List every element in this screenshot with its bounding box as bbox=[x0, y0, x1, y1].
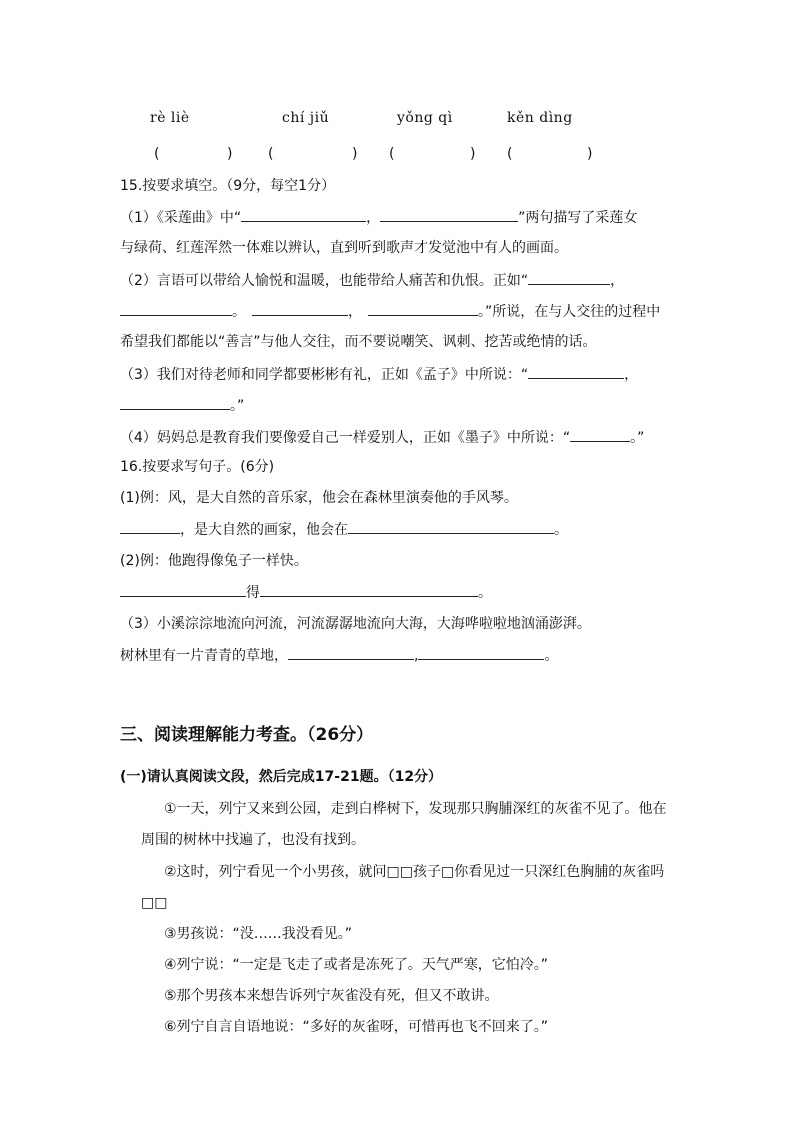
answer-blank[interactable] bbox=[120, 519, 180, 534]
section-3-heading: 三、阅读理解能力考查。（26分） bbox=[120, 725, 374, 745]
q16-example-2: (2)例：他跑得像兔子一样快。 bbox=[120, 553, 308, 569]
q15-item-4 bbox=[120, 427, 644, 448]
answer-blank[interactable] bbox=[380, 207, 518, 222]
q15-item-1-line-1 bbox=[120, 207, 637, 228]
pinyin-4: kěn dìng bbox=[507, 110, 573, 126]
q15-2-text-a: （2）言语可以带给人愉悦和温暖，也能带给人痛苦和仇恨。正如“ bbox=[120, 273, 529, 289]
q16-example-1: (1)例：风，是大自然的音乐家，他会在森林里演奏他的手风琴。 bbox=[120, 490, 518, 506]
paren-open-4: ( bbox=[507, 146, 513, 162]
q15-2-text-b: ， bbox=[610, 273, 625, 289]
paren-close-4: ) bbox=[587, 146, 593, 162]
passage-para-6: ⑥列宁自言自语地说：“多好的灰雀呀，可惜再也飞不回来了。” bbox=[164, 1019, 549, 1035]
passage-para-2-line-1: ②这时，列宁看见一个小男孩，就问□□孩子□你看见过一只深红色胸脯的灰雀吗 bbox=[164, 864, 665, 880]
q15-title: 15.按要求填空。（9分，每空1分） bbox=[120, 178, 336, 194]
answer-blank[interactable] bbox=[288, 645, 414, 660]
q15-item-3-line-1 bbox=[120, 364, 638, 385]
q15-3-text-c: 。” bbox=[230, 398, 245, 414]
passage-para-3: ③男孩说：“没……我没看见。” bbox=[164, 926, 353, 942]
passage-para-1-line-2: 周围的树林中找遍了，也没有找到。 bbox=[141, 832, 365, 848]
answer-blank[interactable] bbox=[252, 301, 348, 316]
passage-para-5: ⑤那个男孩本来想告诉列宁灰雀没有死，但又不敢讲。 bbox=[164, 988, 499, 1004]
pinyin-3: yǒng qì bbox=[397, 110, 453, 126]
q16-answer-3 bbox=[120, 645, 558, 666]
answer-blank[interactable] bbox=[528, 364, 624, 379]
answer-blank[interactable] bbox=[241, 207, 366, 222]
q16-answer-2 bbox=[120, 582, 492, 603]
paren-close-3: ) bbox=[470, 146, 476, 162]
answer-blank[interactable] bbox=[260, 582, 478, 597]
section-3-subheading: (一)请认真阅读文段，然后完成17-21题。（12分） bbox=[120, 769, 443, 785]
q16-2-text-a: 得 bbox=[246, 585, 260, 601]
answer-blank[interactable] bbox=[368, 301, 478, 316]
pinyin-1: rè liè bbox=[150, 110, 190, 126]
q15-2-text-e: 。”所说，在与人交往的过程中 bbox=[478, 304, 661, 320]
answer-blank[interactable] bbox=[348, 519, 554, 534]
answer-blank[interactable] bbox=[120, 301, 232, 316]
q15-1-text-b: ， bbox=[366, 210, 381, 226]
passage-para-4: ④列宁说：“一定是飞走了或者是冻死了。天气严寒，它怕冷。” bbox=[164, 957, 549, 973]
q16-3-text-c: 。 bbox=[544, 648, 559, 664]
q15-2-text-c: 。 bbox=[232, 304, 246, 320]
q15-item-2-line-1 bbox=[120, 270, 624, 291]
answer-blank[interactable] bbox=[418, 645, 544, 660]
answer-blank[interactable] bbox=[120, 395, 230, 410]
paren-open-3: ( bbox=[389, 146, 395, 162]
answer-blank[interactable] bbox=[528, 270, 610, 285]
q15-item-2-line-3: 希望我们都能以“善言”与他人交往，而不要说嘲笑、讽刺、挖苦或绝情的话。 bbox=[120, 334, 597, 350]
q15-item-3-line-2 bbox=[120, 395, 244, 416]
q15-3-text-a: （3）我们对待老师和同学都要彬彬有礼，正如《孟子》中所说：“ bbox=[120, 367, 529, 383]
q15-item-1-line-2: 与绿荷、红莲浑然一体难以辨认，直到听到歌声才发觉池中有人的画面。 bbox=[120, 240, 568, 256]
passage-para-2-line-2: □□ bbox=[141, 895, 168, 911]
q15-1-text-a: （1）《采莲曲》中“ bbox=[120, 210, 242, 226]
pinyin-2: chí jiǔ bbox=[282, 110, 330, 126]
q15-4-text-b: 。” bbox=[630, 430, 645, 446]
q16-title: 16.按要求写句子。(6分) bbox=[120, 459, 275, 475]
q16-answer-1 bbox=[120, 519, 568, 540]
q16-example-3: （3）小溪淙淙地流向河流，河流潺潺地流向大海，大海哗啦啦地汹涌澎湃。 bbox=[120, 616, 591, 632]
paren-close-2: ) bbox=[352, 146, 358, 162]
q16-3-text-a: 树林里有一片青青的草地， bbox=[120, 648, 288, 664]
answer-blank[interactable] bbox=[120, 582, 246, 597]
paren-open-2: ( bbox=[268, 146, 274, 162]
q15-1-text-c: ”两句描写了采莲女 bbox=[518, 210, 638, 226]
q15-3-text-b: ， bbox=[624, 367, 639, 383]
q15-2-text-d: ， bbox=[348, 304, 362, 320]
q16-1-text-b: 。 bbox=[554, 522, 568, 538]
q15-4-text-a: （4）妈妈总是教育我们要像爱自己一样爱别人，正如《墨子》中所说：“ bbox=[120, 430, 571, 446]
q16-2-text-b: 。 bbox=[478, 585, 492, 601]
q16-3-text-b: , bbox=[414, 648, 419, 664]
passage-para-1-line-1: ①一天，列宁又来到公园，走到白桦树下，发现那只胸脯深红的灰雀不见了。他在 bbox=[164, 801, 667, 817]
paren-close-1: ) bbox=[227, 146, 233, 162]
q15-item-2-line-2 bbox=[120, 301, 660, 322]
q16-1-text-a: ，是大自然的画家，他会在 bbox=[180, 522, 348, 538]
answer-blank[interactable] bbox=[570, 427, 630, 442]
paren-open-1: ( bbox=[154, 146, 160, 162]
